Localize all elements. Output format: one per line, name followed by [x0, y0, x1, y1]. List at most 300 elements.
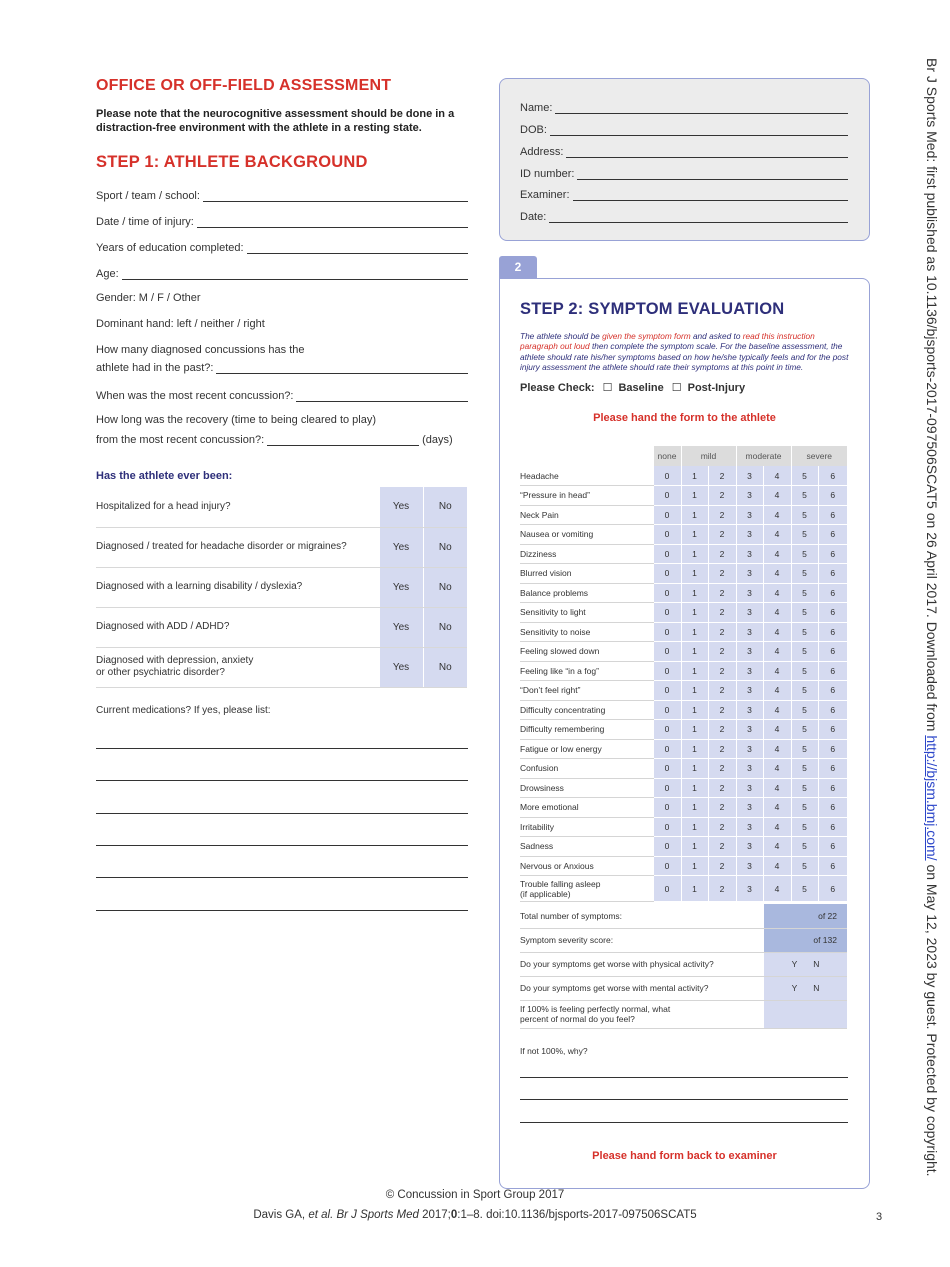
severity-option[interactable]: 1	[681, 856, 708, 876]
severity-option[interactable]: 0	[653, 876, 681, 902]
severity-option[interactable]: 4	[763, 505, 791, 525]
table-row	[96, 567, 467, 607]
severity-option[interactable]: 5	[791, 642, 818, 662]
severity-option[interactable]: 1	[681, 720, 708, 740]
severity-option[interactable]: 6	[818, 817, 847, 837]
severity-option[interactable]: 0	[653, 583, 681, 603]
recovery-field[interactable]	[96, 430, 468, 446]
recovery-label-2: from the most recent concussion?:	[96, 434, 265, 446]
severity-option[interactable]: 0	[653, 505, 681, 525]
severity-option[interactable]: 4	[763, 642, 791, 662]
why-line[interactable]	[520, 1077, 848, 1078]
severity-option[interactable]: 2	[708, 837, 736, 857]
severity-option[interactable]: 1	[681, 759, 708, 779]
address-label: Address:	[520, 146, 564, 158]
severity-option[interactable]: 6	[818, 486, 847, 506]
severity-option[interactable]: 5	[791, 837, 818, 857]
step-number-tab: 2	[499, 256, 537, 279]
severity-option[interactable]: 5	[791, 583, 818, 603]
education-line[interactable]	[247, 243, 468, 254]
severity-option[interactable]: 6	[818, 583, 847, 603]
severity-option[interactable]: 6	[818, 739, 847, 759]
dominant-hand-option[interactable]: Dominant hand: left / neither / right	[96, 318, 265, 330]
severity-option[interactable]: 2	[708, 759, 736, 779]
severity-option[interactable]: 6	[818, 759, 847, 779]
severity-option[interactable]: 6	[818, 505, 847, 525]
severity-option[interactable]: 2	[708, 876, 736, 902]
name-field[interactable]	[520, 99, 848, 114]
symptom-row	[520, 720, 847, 740]
step2-title: STEP 2: SYMPTOM EVALUATION	[520, 300, 785, 318]
severity-option[interactable]: 0	[653, 486, 681, 506]
severity-option[interactable]: 4	[763, 837, 791, 857]
severity-option[interactable]: 6	[818, 642, 847, 662]
severity-option[interactable]: 4	[763, 817, 791, 837]
symptom-row	[520, 798, 847, 818]
severity-option[interactable]: 4	[763, 876, 791, 902]
mental-activity-yn[interactable]	[764, 976, 847, 1000]
severity-option[interactable]: 4	[763, 856, 791, 876]
symptom-header-row	[520, 446, 847, 466]
yes-option[interactable]: Y	[791, 959, 798, 969]
severity-option[interactable]: 4	[763, 583, 791, 603]
physical-activity-yn[interactable]	[764, 952, 847, 976]
severity-option[interactable]: 2	[708, 681, 736, 701]
instruction-text: then complete the symptom scale. For the baseline assessment, the athlete should rate his/her symptoms based on how he/she typically feels and for the post injury assessment the athlete should rate their symptoms at this point in time.	[520, 341, 849, 372]
severity-option[interactable]: 0	[653, 720, 681, 740]
medications-line[interactable]	[96, 845, 468, 846]
symptom-label: Trouble falling asleep (if applicable)	[520, 876, 653, 902]
history-question: Diagnosed with depression, anxiety or other psychiatric disorder?	[96, 647, 379, 687]
symptom-label: Nausea or vomiting	[520, 525, 653, 545]
symptom-row	[520, 817, 847, 837]
severity-option[interactable]: 1	[681, 681, 708, 701]
severity-option[interactable]: 5	[791, 681, 818, 701]
concussions-label-2: athlete had in the past?:	[96, 362, 214, 374]
severity-option[interactable]: 3	[736, 505, 763, 525]
examiner-label: Examiner:	[520, 189, 570, 201]
symptom-row	[520, 759, 847, 779]
severity-option[interactable]: 3	[736, 544, 763, 564]
symptom-row	[520, 700, 847, 720]
sport-line[interactable]	[203, 191, 468, 202]
severity-option[interactable]: 6	[818, 525, 847, 545]
severity-option[interactable]: 2	[708, 583, 736, 603]
symptom-label: Nervous or Anxious	[520, 856, 653, 876]
severity-score-label: Symptom severity score:	[520, 928, 764, 952]
examiner-line[interactable]	[573, 190, 848, 201]
severity-option[interactable]: 1	[681, 466, 708, 486]
severity-option[interactable]: 1	[681, 876, 708, 902]
medications-line[interactable]	[96, 910, 468, 911]
severity-option[interactable]: 1	[681, 837, 708, 857]
severity-option[interactable]: 3	[736, 661, 763, 681]
symptom-label: Feeling slowed down	[520, 642, 653, 662]
severity-option[interactable]: 2	[708, 525, 736, 545]
severity-option[interactable]: 2	[708, 661, 736, 681]
dob-line[interactable]	[550, 125, 848, 136]
mental-activity-label: Do your symptoms get worse with mental activity?	[520, 976, 764, 1000]
concussions-line[interactable]	[216, 363, 468, 374]
percent-normal-label: If 100% is feeling perfectly normal, what percent of normal do you feel?	[520, 1000, 764, 1028]
symptom-row	[520, 583, 847, 603]
severity-option[interactable]: 5	[791, 856, 818, 876]
severity-option[interactable]: 0	[653, 837, 681, 857]
severity-option[interactable]: 4	[763, 544, 791, 564]
symptom-label: Blurred vision	[520, 564, 653, 584]
severity-option[interactable]: 3	[736, 876, 763, 902]
office-assessment-title: OFFICE OR OFF-FIELD ASSESSMENT	[96, 77, 392, 94]
physical-activity-label: Do your symptoms get worse with physical activity?	[520, 952, 764, 976]
dob-field[interactable]	[520, 121, 848, 136]
severity-option[interactable]: 1	[681, 583, 708, 603]
severity-option[interactable]: 6	[818, 837, 847, 857]
instruction-text: and asked to	[690, 331, 743, 341]
severity-option[interactable]: 1	[681, 486, 708, 506]
severity-option[interactable]: 5	[791, 486, 818, 506]
severity-option[interactable]: 2	[708, 603, 736, 623]
severity-option[interactable]: 5	[791, 700, 818, 720]
injury-date-line[interactable]	[197, 217, 468, 228]
severity-option[interactable]: 3	[736, 583, 763, 603]
severity-option[interactable]: 4	[763, 564, 791, 584]
symptom-row	[520, 642, 847, 662]
severity-option[interactable]: 2	[708, 466, 736, 486]
baseline-label: Baseline	[618, 382, 664, 394]
address-field[interactable]	[520, 143, 848, 158]
side-copyright-notice	[924, 58, 940, 1208]
severity-option[interactable]: 1	[681, 525, 708, 545]
symptom-row	[520, 466, 847, 486]
instruction-highlight: read this instruction paragraph out loud	[520, 331, 815, 352]
severity-option[interactable]: 5	[791, 603, 818, 623]
severity-option[interactable]: 5	[791, 798, 818, 818]
injury-date-label: Date / time of injury:	[96, 216, 194, 228]
baseline-checkbox[interactable]: ☐	[602, 382, 613, 394]
severity-option[interactable]: 5	[791, 564, 818, 584]
gender-option[interactable]: Gender: M / F / Other	[96, 292, 201, 304]
severity-option[interactable]: 3	[736, 739, 763, 759]
severity-option[interactable]: 1	[681, 739, 708, 759]
symptom-label: Dizziness	[520, 544, 653, 564]
severity-option[interactable]: 1	[681, 661, 708, 681]
severity-option[interactable]: 0	[653, 681, 681, 701]
severity-option[interactable]: 4	[763, 778, 791, 798]
severity-option[interactable]: 3	[736, 681, 763, 701]
table-row	[96, 647, 467, 687]
id-number-line[interactable]	[577, 169, 848, 180]
age-line[interactable]	[122, 269, 468, 280]
severity-option[interactable]: 1	[681, 622, 708, 642]
severity-option[interactable]: 4	[763, 466, 791, 486]
yes-option[interactable]: Yes	[379, 607, 423, 647]
header-none: none	[653, 446, 681, 466]
severity-option[interactable]: 3	[736, 778, 763, 798]
severity-option[interactable]: 0	[653, 856, 681, 876]
severity-option[interactable]: 5	[791, 759, 818, 779]
concussions-field[interactable]	[96, 358, 468, 374]
severity-option[interactable]: 2	[708, 642, 736, 662]
severity-option[interactable]: 2	[708, 486, 736, 506]
please-check-row	[520, 381, 745, 394]
yes-option[interactable]: Y	[791, 983, 798, 993]
severity-option[interactable]: 2	[708, 778, 736, 798]
severity-option[interactable]: 0	[653, 525, 681, 545]
recovery-unit: (days)	[422, 434, 453, 446]
symptom-label: Confusion	[520, 759, 653, 779]
medications-line[interactable]	[96, 780, 468, 781]
medications-line[interactable]	[96, 748, 468, 749]
header-moderate: moderate	[736, 446, 791, 466]
concussions-label: How many diagnosed concussions has the	[96, 344, 305, 356]
severity-option[interactable]: 3	[736, 603, 763, 623]
severity-option[interactable]: 5	[791, 720, 818, 740]
symptom-label: Drowsiness	[520, 778, 653, 798]
severity-option[interactable]: 1	[681, 603, 708, 623]
severity-option[interactable]: 0	[653, 817, 681, 837]
severity-option[interactable]: 0	[653, 700, 681, 720]
severity-option[interactable]: 2	[708, 544, 736, 564]
symptom-label: Balance problems	[520, 583, 653, 603]
severity-option[interactable]: 0	[653, 798, 681, 818]
severity-option[interactable]: 6	[818, 622, 847, 642]
recent-concussion-field[interactable]	[96, 386, 468, 402]
severity-option[interactable]: 0	[653, 778, 681, 798]
severity-option[interactable]: 1	[681, 778, 708, 798]
severity-option[interactable]: 5	[791, 778, 818, 798]
bjsm-link[interactable]: http://bjsm.bmj.com/	[924, 735, 940, 861]
severity-option[interactable]: 2	[708, 798, 736, 818]
severity-option[interactable]: 0	[653, 642, 681, 662]
no-option[interactable]: No	[423, 487, 467, 527]
table-row	[520, 904, 847, 928]
severity-option[interactable]: 5	[791, 525, 818, 545]
severity-option[interactable]: 6	[818, 876, 847, 902]
severity-option[interactable]: 1	[681, 817, 708, 837]
severity-option[interactable]: 1	[681, 798, 708, 818]
no-option[interactable]: N	[813, 983, 820, 993]
severity-option[interactable]: 2	[708, 622, 736, 642]
id-number-field[interactable]	[520, 165, 848, 180]
severity-option[interactable]: 3	[736, 564, 763, 584]
severity-option[interactable]: 6	[818, 564, 847, 584]
severity-option[interactable]: 3	[736, 486, 763, 506]
examiner-field[interactable]	[520, 186, 848, 201]
severity-option[interactable]: 2	[708, 817, 736, 837]
name-label: Name:	[520, 102, 553, 114]
severity-option[interactable]: 4	[763, 525, 791, 545]
severity-option[interactable]: 1	[681, 564, 708, 584]
post-injury-label: Post-Injury	[687, 382, 746, 394]
why-line[interactable]	[520, 1122, 848, 1123]
severity-option[interactable]: 6	[818, 856, 847, 876]
post-injury-checkbox[interactable]: ☐	[671, 382, 682, 394]
severity-option[interactable]: 6	[818, 603, 847, 623]
symptom-totals-table	[520, 904, 847, 1029]
yes-option[interactable]: Yes	[379, 527, 423, 567]
no-option[interactable]: N	[813, 959, 820, 969]
severity-option[interactable]: 6	[818, 661, 847, 681]
severity-option[interactable]: 5	[791, 661, 818, 681]
symptom-row	[520, 681, 847, 701]
severity-option[interactable]: 0	[653, 603, 681, 623]
severity-option[interactable]: 5	[791, 505, 818, 525]
severity-option[interactable]: 3	[736, 642, 763, 662]
severity-option[interactable]: 4	[763, 798, 791, 818]
severity-option[interactable]: 0	[653, 759, 681, 779]
symptom-label: Irritability	[520, 817, 653, 837]
header-severe: severe	[791, 446, 847, 466]
severity-option[interactable]: 5	[791, 466, 818, 486]
symptom-label: Difficulty remembering	[520, 720, 653, 740]
severity-option[interactable]: 0	[653, 739, 681, 759]
severity-option[interactable]: 4	[763, 700, 791, 720]
severity-option[interactable]: 2	[708, 720, 736, 740]
severity-option[interactable]: 3	[736, 622, 763, 642]
severity-option[interactable]: 6	[818, 720, 847, 740]
recent-concussion-line[interactable]	[296, 391, 468, 402]
severity-option[interactable]: 3	[736, 525, 763, 545]
severity-option[interactable]: 1	[681, 642, 708, 662]
date-line[interactable]	[549, 212, 848, 223]
yes-option[interactable]: Yes	[379, 487, 423, 527]
symptom-label: Headache	[520, 466, 653, 486]
recovery-line[interactable]	[267, 435, 419, 446]
citation	[0, 1209, 950, 1221]
severity-option[interactable]: 0	[653, 564, 681, 584]
age-label: Age:	[96, 268, 119, 280]
has-been-title: Has the athlete ever been:	[96, 470, 233, 482]
severity-option[interactable]: 5	[791, 817, 818, 837]
history-question: Diagnosed with a learning disability / dyslexia?	[96, 567, 379, 607]
severity-option[interactable]: 5	[791, 544, 818, 564]
symptom-label: Feeling like “in a fog”	[520, 661, 653, 681]
recent-concussion-label: When was the most recent concussion?:	[96, 390, 294, 402]
severity-option[interactable]: 3	[736, 837, 763, 857]
yes-option[interactable]: Yes	[379, 567, 423, 607]
table-row	[520, 976, 847, 1000]
severity-option[interactable]: 3	[736, 798, 763, 818]
injury-date-field[interactable]	[96, 212, 468, 228]
severity-option[interactable]: 0	[653, 661, 681, 681]
medications-line[interactable]	[96, 813, 468, 814]
no-option[interactable]: No	[423, 607, 467, 647]
citation-doi: :1–8. doi:10.1136/bjsports-2017-097506SCAT5	[457, 1209, 697, 1221]
sport-label: Sport / team / school:	[96, 190, 200, 202]
yes-option[interactable]: Yes	[379, 647, 423, 687]
education-label: Years of education completed:	[96, 242, 244, 254]
severity-option[interactable]: 3	[736, 817, 763, 837]
severity-option[interactable]: 2	[708, 739, 736, 759]
no-option[interactable]: No	[423, 527, 467, 567]
symptom-label: Difficulty concentrating	[520, 700, 653, 720]
history-question: Hospitalized for a head injury?	[96, 487, 379, 527]
symptom-row	[520, 622, 847, 642]
symptom-row	[520, 505, 847, 525]
name-line[interactable]	[555, 103, 848, 114]
severity-option[interactable]: 0	[653, 466, 681, 486]
total-symptoms-field[interactable]: of 22	[764, 904, 847, 928]
severity-option[interactable]: 4	[763, 759, 791, 779]
severity-option[interactable]: 0	[653, 544, 681, 564]
severity-option[interactable]: 2	[708, 700, 736, 720]
citation-volume: 0	[450, 1209, 458, 1221]
severity-option[interactable]: 6	[818, 544, 847, 564]
citation-year: 2017;	[418, 1209, 451, 1221]
severity-option[interactable]: 3	[736, 759, 763, 779]
age-field[interactable]	[96, 264, 468, 280]
severity-option[interactable]: 6	[818, 700, 847, 720]
symptom-label: Sensitivity to light	[520, 603, 653, 623]
table-row	[520, 1000, 847, 1028]
severity-option[interactable]: 5	[791, 739, 818, 759]
symptom-label: “Don’t feel right”	[520, 681, 653, 701]
severity-option[interactable]: 1	[681, 505, 708, 525]
severity-option[interactable]: 1	[681, 544, 708, 564]
table-row	[520, 952, 847, 976]
symptom-row	[520, 739, 847, 759]
medications-line[interactable]	[96, 877, 468, 878]
symptom-label: Neck Pain	[520, 505, 653, 525]
severity-option[interactable]: 0	[653, 622, 681, 642]
severity-option[interactable]: 4	[763, 486, 791, 506]
severity-option[interactable]: 2	[708, 505, 736, 525]
severity-option[interactable]: 4	[763, 661, 791, 681]
severity-score-field[interactable]: of 132	[764, 928, 847, 952]
citation-journal: et al. Br J Sports Med	[308, 1209, 419, 1221]
symptom-row	[520, 778, 847, 798]
citation-authors: Davis GA,	[253, 1209, 309, 1221]
please-check-label: Please Check:	[520, 382, 595, 394]
severity-option[interactable]: 4	[763, 681, 791, 701]
severity-option[interactable]: 4	[763, 622, 791, 642]
severity-option[interactable]: 4	[763, 739, 791, 759]
no-option[interactable]: No	[423, 647, 467, 687]
no-option[interactable]: No	[423, 567, 467, 607]
severity-option[interactable]: 3	[736, 700, 763, 720]
severity-option[interactable]: 1	[681, 700, 708, 720]
severity-option[interactable]: 3	[736, 856, 763, 876]
symptom-row	[520, 486, 847, 506]
severity-option[interactable]: 6	[818, 778, 847, 798]
severity-option[interactable]: 3	[736, 466, 763, 486]
severity-option[interactable]: 6	[818, 798, 847, 818]
copyright: © Concussion in Sport Group 2017	[385, 1189, 565, 1201]
percent-normal-field[interactable]	[764, 1000, 847, 1028]
symptom-row	[520, 564, 847, 584]
why-line[interactable]	[520, 1099, 848, 1100]
severity-option[interactable]: 6	[818, 466, 847, 486]
severity-option[interactable]: 3	[736, 720, 763, 740]
date-field[interactable]	[520, 208, 848, 223]
side-text-pre: Br J Sports Med: first published as 10.1136/bjsports-2017-097506SCAT5 on 26 April 2017. Downloaded from	[924, 58, 940, 736]
severity-option[interactable]: 5	[791, 876, 818, 902]
hand-form-instruction: Please hand the form to the athlete	[593, 412, 776, 424]
symptom-row	[520, 856, 847, 876]
symptom-table	[520, 446, 847, 902]
severity-option[interactable]: 2	[708, 856, 736, 876]
step1-title: STEP 1: ATHLETE BACKGROUND	[96, 153, 368, 171]
severity-option[interactable]: 4	[763, 603, 791, 623]
address-line[interactable]	[566, 147, 848, 158]
severity-option[interactable]: 2	[708, 564, 736, 584]
severity-option[interactable]: 4	[763, 720, 791, 740]
education-field[interactable]	[96, 238, 468, 254]
severity-option[interactable]: 5	[791, 622, 818, 642]
severity-option[interactable]: 6	[818, 681, 847, 701]
sport-field[interactable]	[96, 186, 468, 202]
total-symptoms-label: Total number of symptoms:	[520, 904, 764, 928]
